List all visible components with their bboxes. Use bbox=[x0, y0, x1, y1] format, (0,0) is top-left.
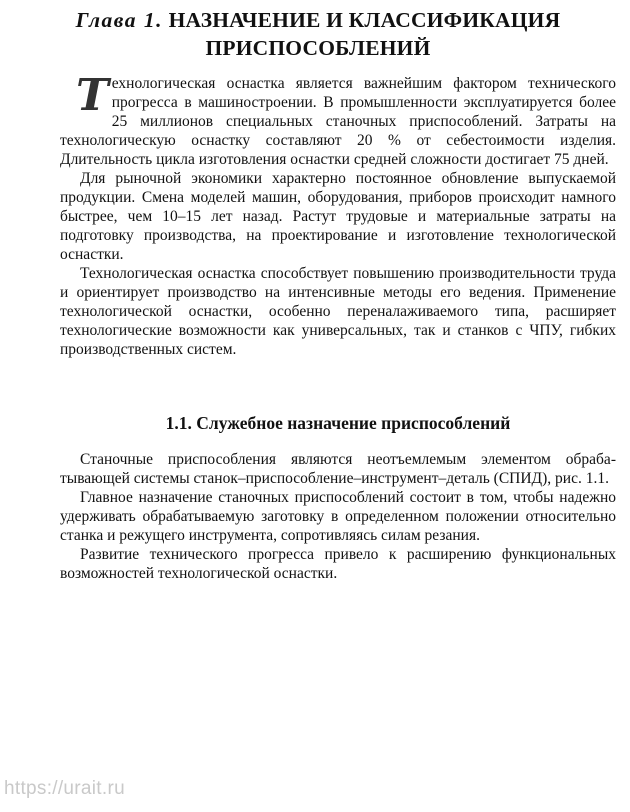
chapter-label: Глава 1. bbox=[75, 8, 163, 32]
section-heading: 1.1. Служебное назначение приспособлений bbox=[165, 413, 511, 433]
section-text-block bbox=[60, 450, 616, 583]
chapter-title-line2: ПРИСПОСОБЛЕНИЙ bbox=[205, 36, 431, 60]
section-paragraph-3: Развитие технического прогресса привело к расширению функциональных возможностей технологической оснастки. bbox=[60, 546, 616, 582]
intro-paragraph-1 bbox=[60, 70, 616, 169]
intro-text-block bbox=[60, 70, 616, 359]
intro-paragraph-1-text: ехнологическая оснастка является важнейшим фактором технического прогресса в машиностроении. В промышленности эксплуатируется более 25 миллионов специальных станочных приспособлений. Затраты на технологическую оснастку составляют 20 % от себестоимости изделия. Длительность цикла изготовления оснастки средней сложности достигает 75 дней. bbox=[60, 75, 616, 168]
drop-cap-letter: Т bbox=[76, 70, 109, 121]
chapter-title bbox=[40, 6, 596, 62]
section-paragraph-2: Главное назначение станочных приспособлений состоит в том, чтобы надежно удерживать обрабатываемую заготовку в определенном положении относительно станка и режущего инструмента, сопротивляясь силам резания. bbox=[60, 489, 616, 544]
chapter-title-line1: НАЗНАЧЕНИЕ И КЛАССИФИКАЦИЯ bbox=[168, 8, 561, 32]
section-paragraph-1: Станочные приспособления являются неотъемлемым элементом обрабатывающей системы станок–приспособление–инструмент–деталь (СПИД), рис. 1.1. bbox=[60, 451, 616, 487]
intro-paragraph-3: Технологическая оснастка способствует повышению производительности труда и ориентирует производство на интенсивные методы его ведения. Применение технологической оснастки, особенно переналаживаемого типа, расширяет технологические возможности как универсальных, так и станков с ЧПУ, гибких производственных систем. bbox=[60, 265, 616, 358]
source-watermark: https://urait.ru bbox=[4, 778, 125, 799]
intro-paragraph-2: Для рыночной экономики характерно постоянное обновление выпускаемой продукции. Смена моделей машин, оборудования, приборов происходит намного быстрее, чем 10–15 лет назад. Растут трудовые и материальные затраты на подготовку производства, на проектирование и изготовление технологической оснастки. bbox=[60, 170, 616, 263]
